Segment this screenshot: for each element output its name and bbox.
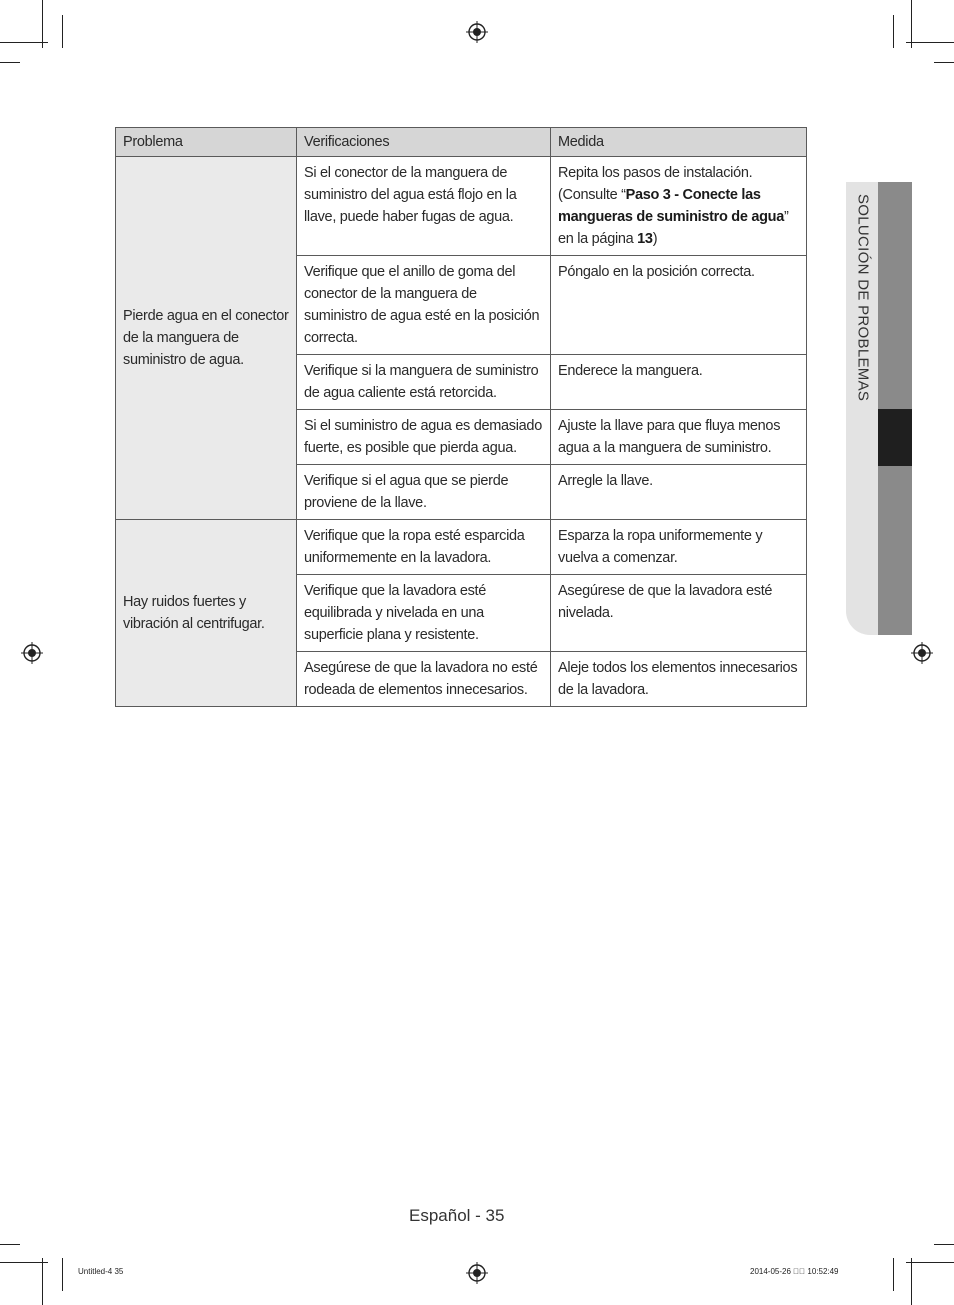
problem-cell: Pierde agua en el conector de la manguera de suministro de agua.	[116, 157, 297, 520]
action-cell: Póngalo en la posición correcta.	[551, 256, 807, 355]
check-cell: Verifique que el anillo de goma del conector de la manguera de suministro de agua esté en la posición correcta.	[297, 256, 551, 355]
action-page-number: 13	[637, 231, 653, 247]
section-side-tab	[846, 182, 912, 635]
action-cell: Enderece la manguera.	[551, 355, 807, 410]
action-text: ” en la página	[558, 209, 789, 247]
action-reference: Paso 3 - Conecte las mangueras de suministro de agua	[558, 187, 784, 225]
crop-mark	[0, 62, 20, 63]
crop-mark	[42, 1258, 43, 1305]
check-cell: Asegúrese de que la lavadora no esté rodeada de elementos innecesarios.	[297, 652, 551, 707]
check-cell: Si el conector de la manguera de suministro del agua está flojo en la llave, puede haber fugas de agua.	[297, 157, 551, 256]
header-problem: Problema	[116, 128, 297, 157]
crop-mark	[62, 1258, 63, 1291]
action-cell: Asegúrese de que la lavadora esté nivelada.	[551, 575, 807, 652]
crop-mark	[911, 0, 912, 48]
action-cell: Aleje todos los elementos innecesarios de la lavadora.	[551, 652, 807, 707]
crop-mark	[42, 0, 43, 48]
action-text: )	[652, 231, 658, 247]
registration-mark-icon	[911, 642, 933, 664]
troubleshooting-table	[115, 127, 807, 707]
crop-mark	[0, 1244, 20, 1245]
action-cell: Arregle la llave.	[551, 465, 807, 520]
header-checks: Verificaciones	[297, 128, 551, 157]
problem-cell: Hay ruidos fuertes y vibración al centrifugar.	[116, 520, 297, 707]
action-cell	[551, 157, 807, 256]
action-text: Repita los pasos de instalación. (Consulte “	[558, 165, 753, 203]
crop-mark	[911, 1258, 912, 1305]
print-slug-date: 2014-05-26 ￿￿ 10:52:49	[750, 1267, 839, 1276]
registration-mark-icon	[466, 1262, 488, 1284]
table-row	[116, 157, 807, 256]
crop-mark	[906, 42, 954, 43]
check-cell: Verifique que la ropa esté esparcida uniformemente en la lavadora.	[297, 520, 551, 575]
check-cell: Si el suministro de agua es demasiado fuerte, es posible que pierda agua.	[297, 410, 551, 465]
side-tab-marker	[878, 409, 912, 466]
registration-mark-icon	[466, 21, 488, 43]
print-slug-file: Untitled-4 35	[78, 1267, 124, 1276]
action-cell: Esparza la ropa uniformemente y vuelva a comenzar.	[551, 520, 807, 575]
crop-mark	[893, 1258, 894, 1291]
crop-mark	[934, 1244, 954, 1245]
table-row	[116, 520, 807, 575]
crop-mark	[0, 42, 48, 43]
check-cell: Verifique que la lavadora esté equilibrada y nivelada en una superficie plana y resistente.	[297, 575, 551, 652]
section-title: SOLUCIÓN DE PROBLEMAS	[854, 194, 872, 402]
crop-mark	[0, 1262, 48, 1263]
header-action: Medida	[551, 128, 807, 157]
crop-mark	[934, 62, 954, 63]
crop-mark	[62, 15, 63, 48]
page-number: Español - 35	[409, 1206, 505, 1225]
table-header-row	[116, 128, 807, 157]
crop-mark	[906, 1262, 954, 1263]
action-cell: Ajuste la llave para que fluya menos agua a la manguera de suministro.	[551, 410, 807, 465]
check-cell: Verifique si la manguera de suministro de agua caliente está retorcida.	[297, 355, 551, 410]
check-cell: Verifique si el agua que se pierde proviene de la llave.	[297, 465, 551, 520]
registration-mark-icon	[21, 642, 43, 664]
crop-mark	[893, 15, 894, 48]
